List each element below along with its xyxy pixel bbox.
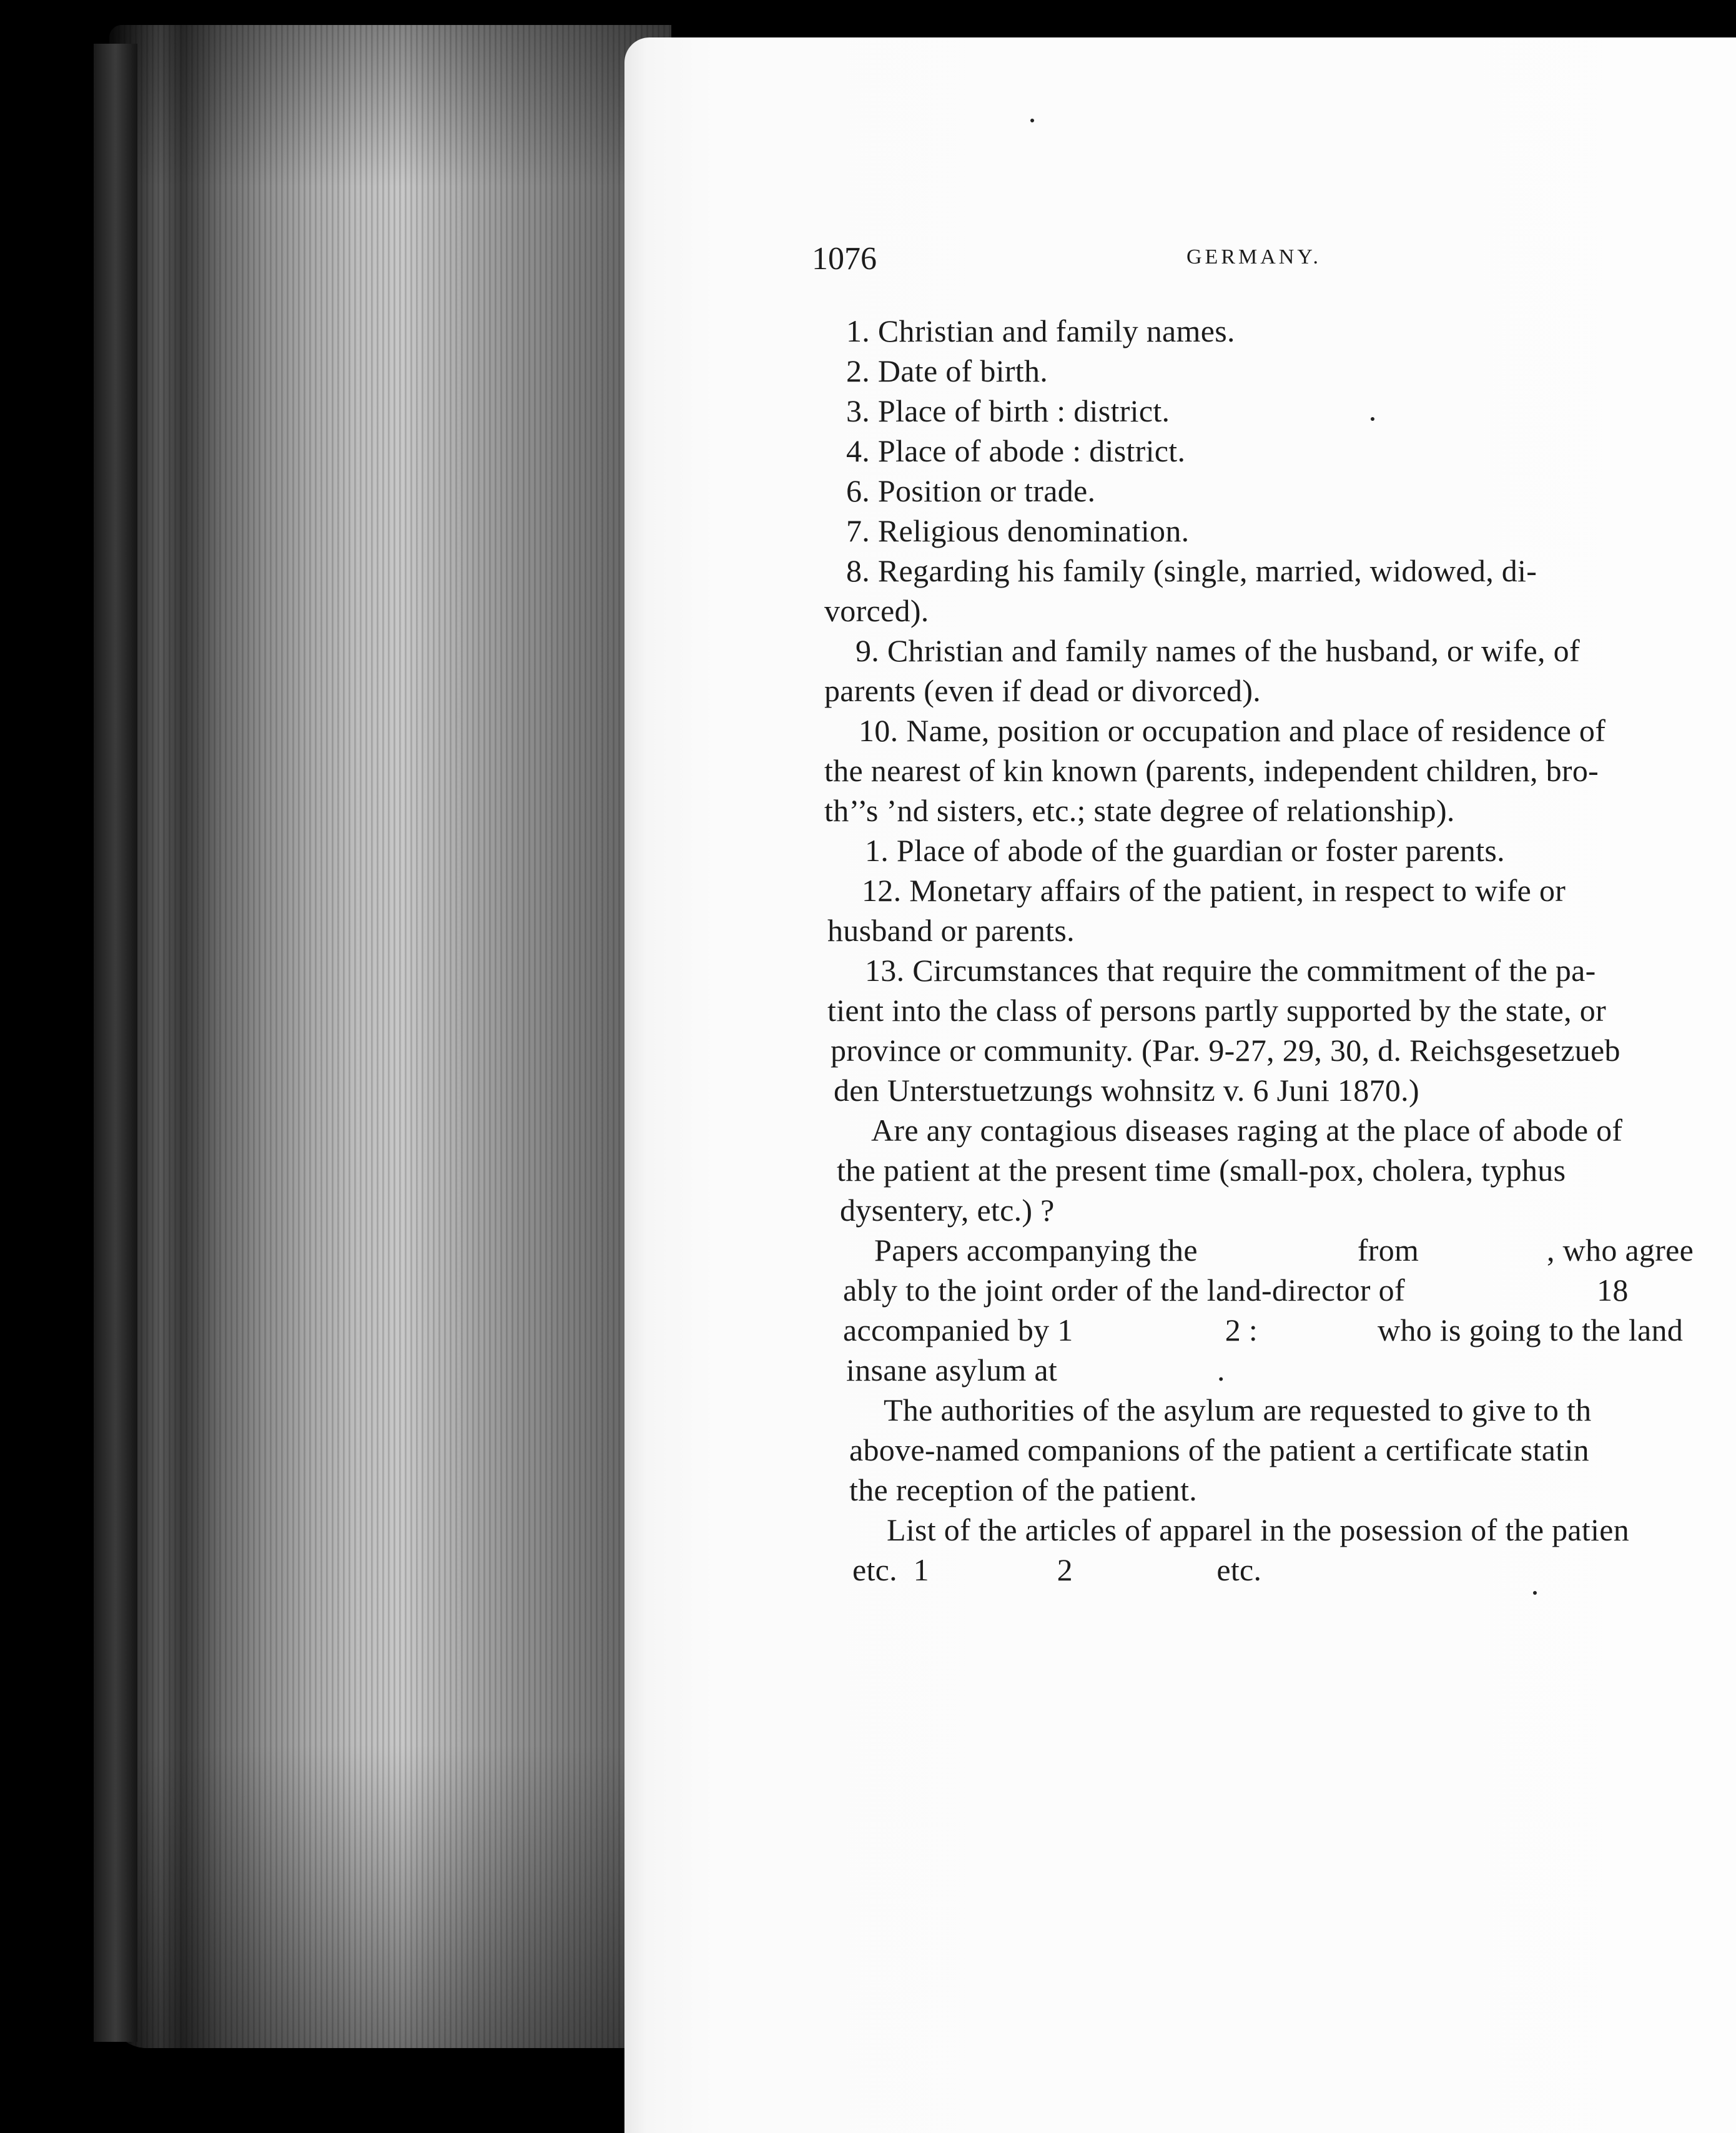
text-line: vorced). <box>824 593 929 628</box>
text-line: the patient at the present time (small-pox, cholera, typhus <box>837 1153 1566 1188</box>
text-line: 4. Place of abode : district. <box>846 433 1186 468</box>
text-line: accompanied by 1 2 : who is going to the land <box>843 1313 1684 1347</box>
text-line: Papers accompanying the from , who agree <box>874 1233 1694 1268</box>
dust-speck <box>1030 119 1034 122</box>
text-line: province or community. (Par. 9-27, 29, 30, d. Reichsgesetzueb <box>831 1033 1620 1068</box>
text-line: etc. 1 2 etc. <box>852 1552 1262 1587</box>
section-title: GERMANY. <box>1186 245 1322 268</box>
text-line: parents (even if dead or divorced). <box>824 673 1261 708</box>
text-line: 9. Christian and family names of the husband, or wife, of <box>856 633 1580 668</box>
text-line: 1. Place of abode of the guardian or foster parents. <box>865 833 1505 868</box>
dust-speck <box>1533 1591 1537 1595</box>
text-line: List of the articles of apparel in the posession of the patien <box>887 1512 1630 1547</box>
text-line: tient into the class of persons partly supported by the state, or <box>827 993 1607 1028</box>
text-line: husband or parents. <box>827 913 1075 948</box>
text-line: 6. Position or trade. <box>846 473 1096 508</box>
text-line: 3. Place of birth : district. <box>846 393 1170 428</box>
text-line: 8. Regarding his family (single, married, widowed, di- <box>846 553 1537 588</box>
text-line: dysentery, etc.) ? <box>840 1193 1055 1228</box>
text-line: 2. Date of birth. <box>846 353 1048 388</box>
book-cover-edge <box>94 44 137 2042</box>
text-line: the nearest of kin known (parents, independent children, bro- <box>824 753 1599 788</box>
page-edges-shadow <box>109 25 671 2048</box>
dust-speck <box>1371 417 1374 421</box>
page-number: 1076 <box>812 241 877 277</box>
text-line: insane asylum at . <box>846 1352 1225 1387</box>
text-line: Are any contagious diseases raging at the place of abode of <box>871 1113 1623 1148</box>
text-line: The authorities of the asylum are requested to give to th <box>884 1392 1592 1427</box>
text-line: 10. Name, position or occupation and place of residence of <box>859 713 1606 748</box>
text-line: 12. Monetary affairs of the patient, in respect to wife or <box>862 873 1566 908</box>
text-line: 13. Circumstances that require the commitment of the pa- <box>865 953 1596 988</box>
text-line: den Unterstuetzungs wohnsitz v. 6 Juni 1870.) <box>834 1073 1419 1108</box>
text-line: ably to the joint order of the land-director of 18 <box>843 1273 1629 1308</box>
running-head <box>812 240 1499 278</box>
text-line: the reception of the patient. <box>849 1472 1198 1507</box>
text-line: above-named companions of the patient a certificate statin <box>849 1432 1589 1467</box>
text-line: 1. Christian and family names. <box>846 313 1235 348</box>
text-line: th’’s ’nd sisters, etc.; state degree of relationship). <box>824 793 1455 828</box>
text-line: 7. Religious denomination. <box>846 513 1190 548</box>
